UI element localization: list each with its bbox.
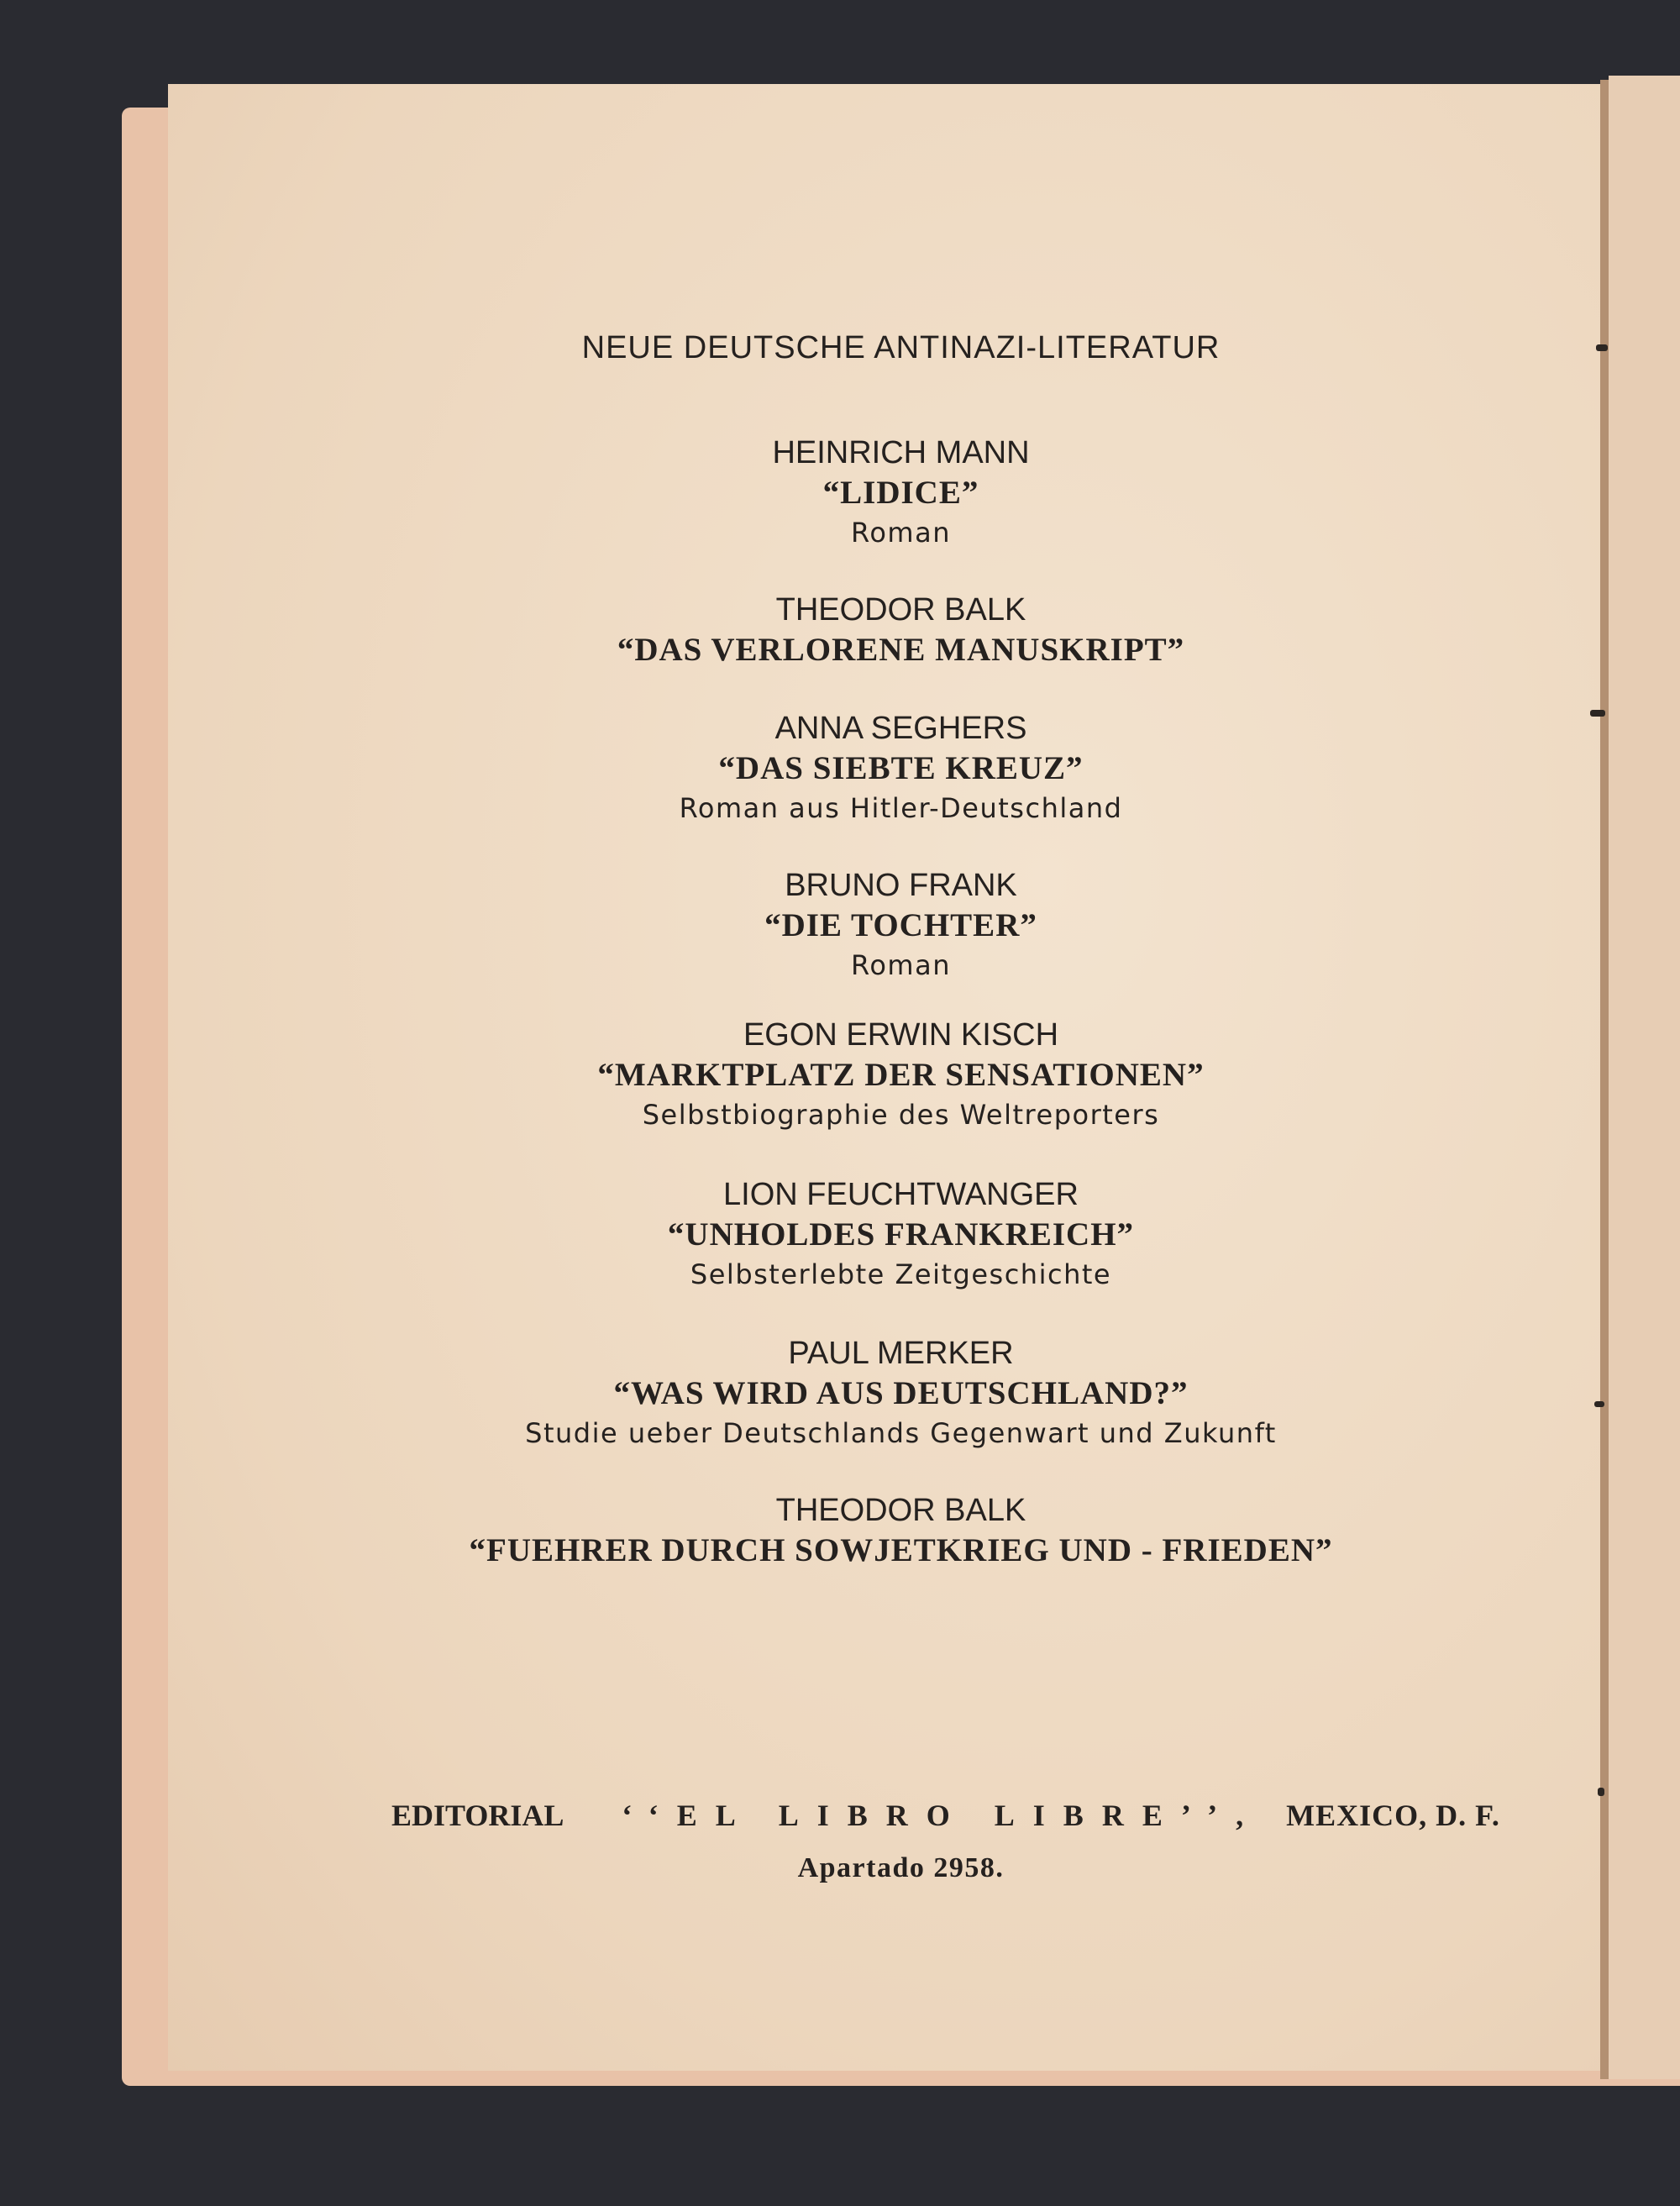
- author-name: THEODOR BALK: [775, 592, 1026, 628]
- author-name: BRUNO FRANK: [785, 868, 1017, 903]
- book-title: “DAS VERLORENE MANUSKRIPT”: [617, 632, 1185, 668]
- page-heading: NEUE DEUTSCHE ANTINAZI-LITERATUR: [581, 330, 1221, 365]
- book-entry: [168, 1015, 1634, 1134]
- author-name: PAUL MERKER: [788, 1336, 1014, 1371]
- book-entry: [168, 433, 1634, 552]
- book-entry: [168, 708, 1634, 827]
- book-title: “FUEHRER DURCH SOWJETKRIEG UND - FRIEDEN”: [469, 1532, 1333, 1568]
- book-entry: [168, 1490, 1634, 1571]
- book-subtitle: Roman: [851, 949, 951, 981]
- author-name: HEINRICH MANN: [772, 435, 1030, 470]
- book-subtitle: Roman: [851, 517, 951, 549]
- book-title: “DAS SIEBTE KREUZ”: [718, 750, 1084, 786]
- book-entry: [168, 865, 1634, 985]
- author-name: THEODOR BALK: [775, 1493, 1026, 1528]
- author-name: ANNA SEGHERS: [774, 711, 1027, 746]
- book-entry: [168, 1333, 1634, 1452]
- publisher-label: EDITORIAL: [391, 1799, 564, 1832]
- book-subtitle: Selbstbiographie des Weltreporters: [642, 1099, 1160, 1131]
- author-name: LION FEUCHTWANGER: [723, 1177, 1079, 1212]
- publisher-name: ‘‘EL LIBRO LIBRE’’,: [622, 1799, 1263, 1832]
- book-title: “WAS WIRD AUS DEUTSCHLAND?”: [613, 1375, 1189, 1411]
- page-content: [168, 0, 1634, 2206]
- book-entry: [168, 1174, 1634, 1294]
- book-title: “LIDICE”: [822, 475, 979, 511]
- book-subtitle: Roman aus Hitler-Deutschland: [679, 792, 1123, 824]
- book-subtitle: Selbsterlebte Zeitgeschichte: [690, 1258, 1112, 1290]
- book-title: “UNHOLDES FRANKREICH”: [667, 1216, 1135, 1253]
- publisher-line: [391, 1798, 1634, 1833]
- book-subtitle: Studie ueber Deutschlands Gegenwart und Zukunft: [525, 1417, 1277, 1449]
- publisher-city: MEXICO, D. F.: [1286, 1799, 1500, 1832]
- book-title: “DIE TOCHTER”: [764, 907, 1037, 943]
- book-title: “MARKTPLATZ DER SENSATIONEN”: [597, 1057, 1205, 1093]
- book-entry: [168, 590, 1634, 670]
- author-name: EGON ERWIN KISCH: [743, 1017, 1059, 1053]
- publisher-address: Apartado 2958.: [797, 1852, 1005, 1883]
